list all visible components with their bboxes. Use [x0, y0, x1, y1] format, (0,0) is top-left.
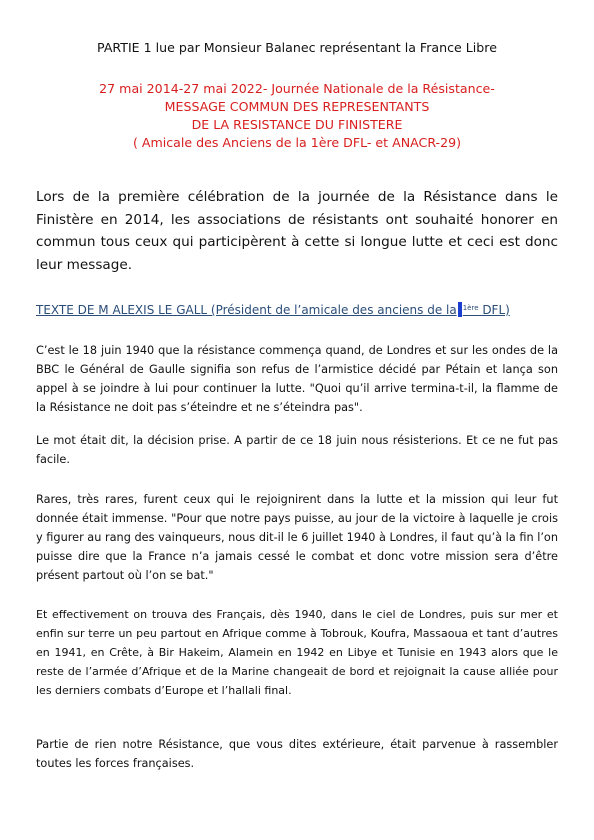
text-cursor [458, 302, 462, 317]
body-paragraph-5: Partie de rien notre Résistance, que vous dites extérieure, était parvenue à rassembler toutes les forces françaises. [36, 738, 558, 770]
document-title: PARTIE 1 lue par Monsieur Balanec représentant la France Libre [97, 40, 497, 55]
red-header-line-4: ( Amicale des Anciens de la 1ère DFL- et ANACR-29) [132, 135, 462, 150]
red-header-line-2: MESSAGE COMMUN DES REPRESENTANTS [164, 99, 430, 114]
body-paragraph-1: C’est le 18 juin 1940 que la résistance commença quand, de Londres et sur les ondes de la BBC le Général de Gaulle signifia son refus de l’armistice décidé par Pétain et lança son appel à se joindre à lui pour continuer la lutte. "Quoi qu’il arrive termina-t-il, la flamme de la Résistance ne doit pas s’éteindre et ne s’éteindra pas". [36, 344, 558, 414]
body-paragraph-3: Rares, très rares, furent ceux qui le rejoignirent dans la lutte et la mission qui leur fut donnée était immense. "Pour que notre pays puisse, au jour de la victoire à laquelle je crois y figurer au rang des vainqueurs, nous dit-il le 6 juillet 1940 à Londres, il faut qu’à la fin l’on puisse dire que la France n’a jamais cessé le combat et donc votre mission sera d’être présent partout où l’on se bat." [36, 493, 558, 582]
red-header-line-1: 27 mai 2014-27 mai 2022- Journée Nationale de la Résistance- [99, 81, 495, 96]
section-heading-main: TEXTE DE M ALEXIS LE GALL (Président de l’amicale des anciens de la [36, 303, 457, 317]
section-heading-superscript: 1ère [462, 304, 479, 312]
red-header-block [0, 80, 594, 152]
red-header-line-3: DE LA RESISTANCE DU FINISTERE [191, 117, 403, 132]
section-heading-end: DFL) [478, 303, 510, 317]
intro-paragraph: Lors de la première célébration de la journée de la Résistance dans le Finistère en 2014, les associations de résistants ont souhaité honorer en commun tous ceux qui participèrent à cette si longue lutte et ceci est donc leur message. [36, 189, 558, 273]
body-paragraph-4: Et effectivement on trouva des Français, dès 1940, dans le ciel de Londres, puis sur mer et enfin sur terre un peu partout en Afrique comme à Tobrouk, Koufra, Massaoua et tant d’autres en 1941, en Crête, à Bir Hakeim, Alamein en 1942 en Libye et Tunisie en 1943 alors que le reste de l’armée d’Afrique et de la Marine changeait de bord et rejoignait la cause alliée pour les derniers combats d’Europe et l’hallali final. [36, 608, 558, 697]
body-paragraph-2: Le mot était dit, la décision prise. A partir de ce 18 juin nous résisterions. Et ce ne fut pas facile. [36, 434, 558, 466]
section-heading [36, 302, 558, 317]
